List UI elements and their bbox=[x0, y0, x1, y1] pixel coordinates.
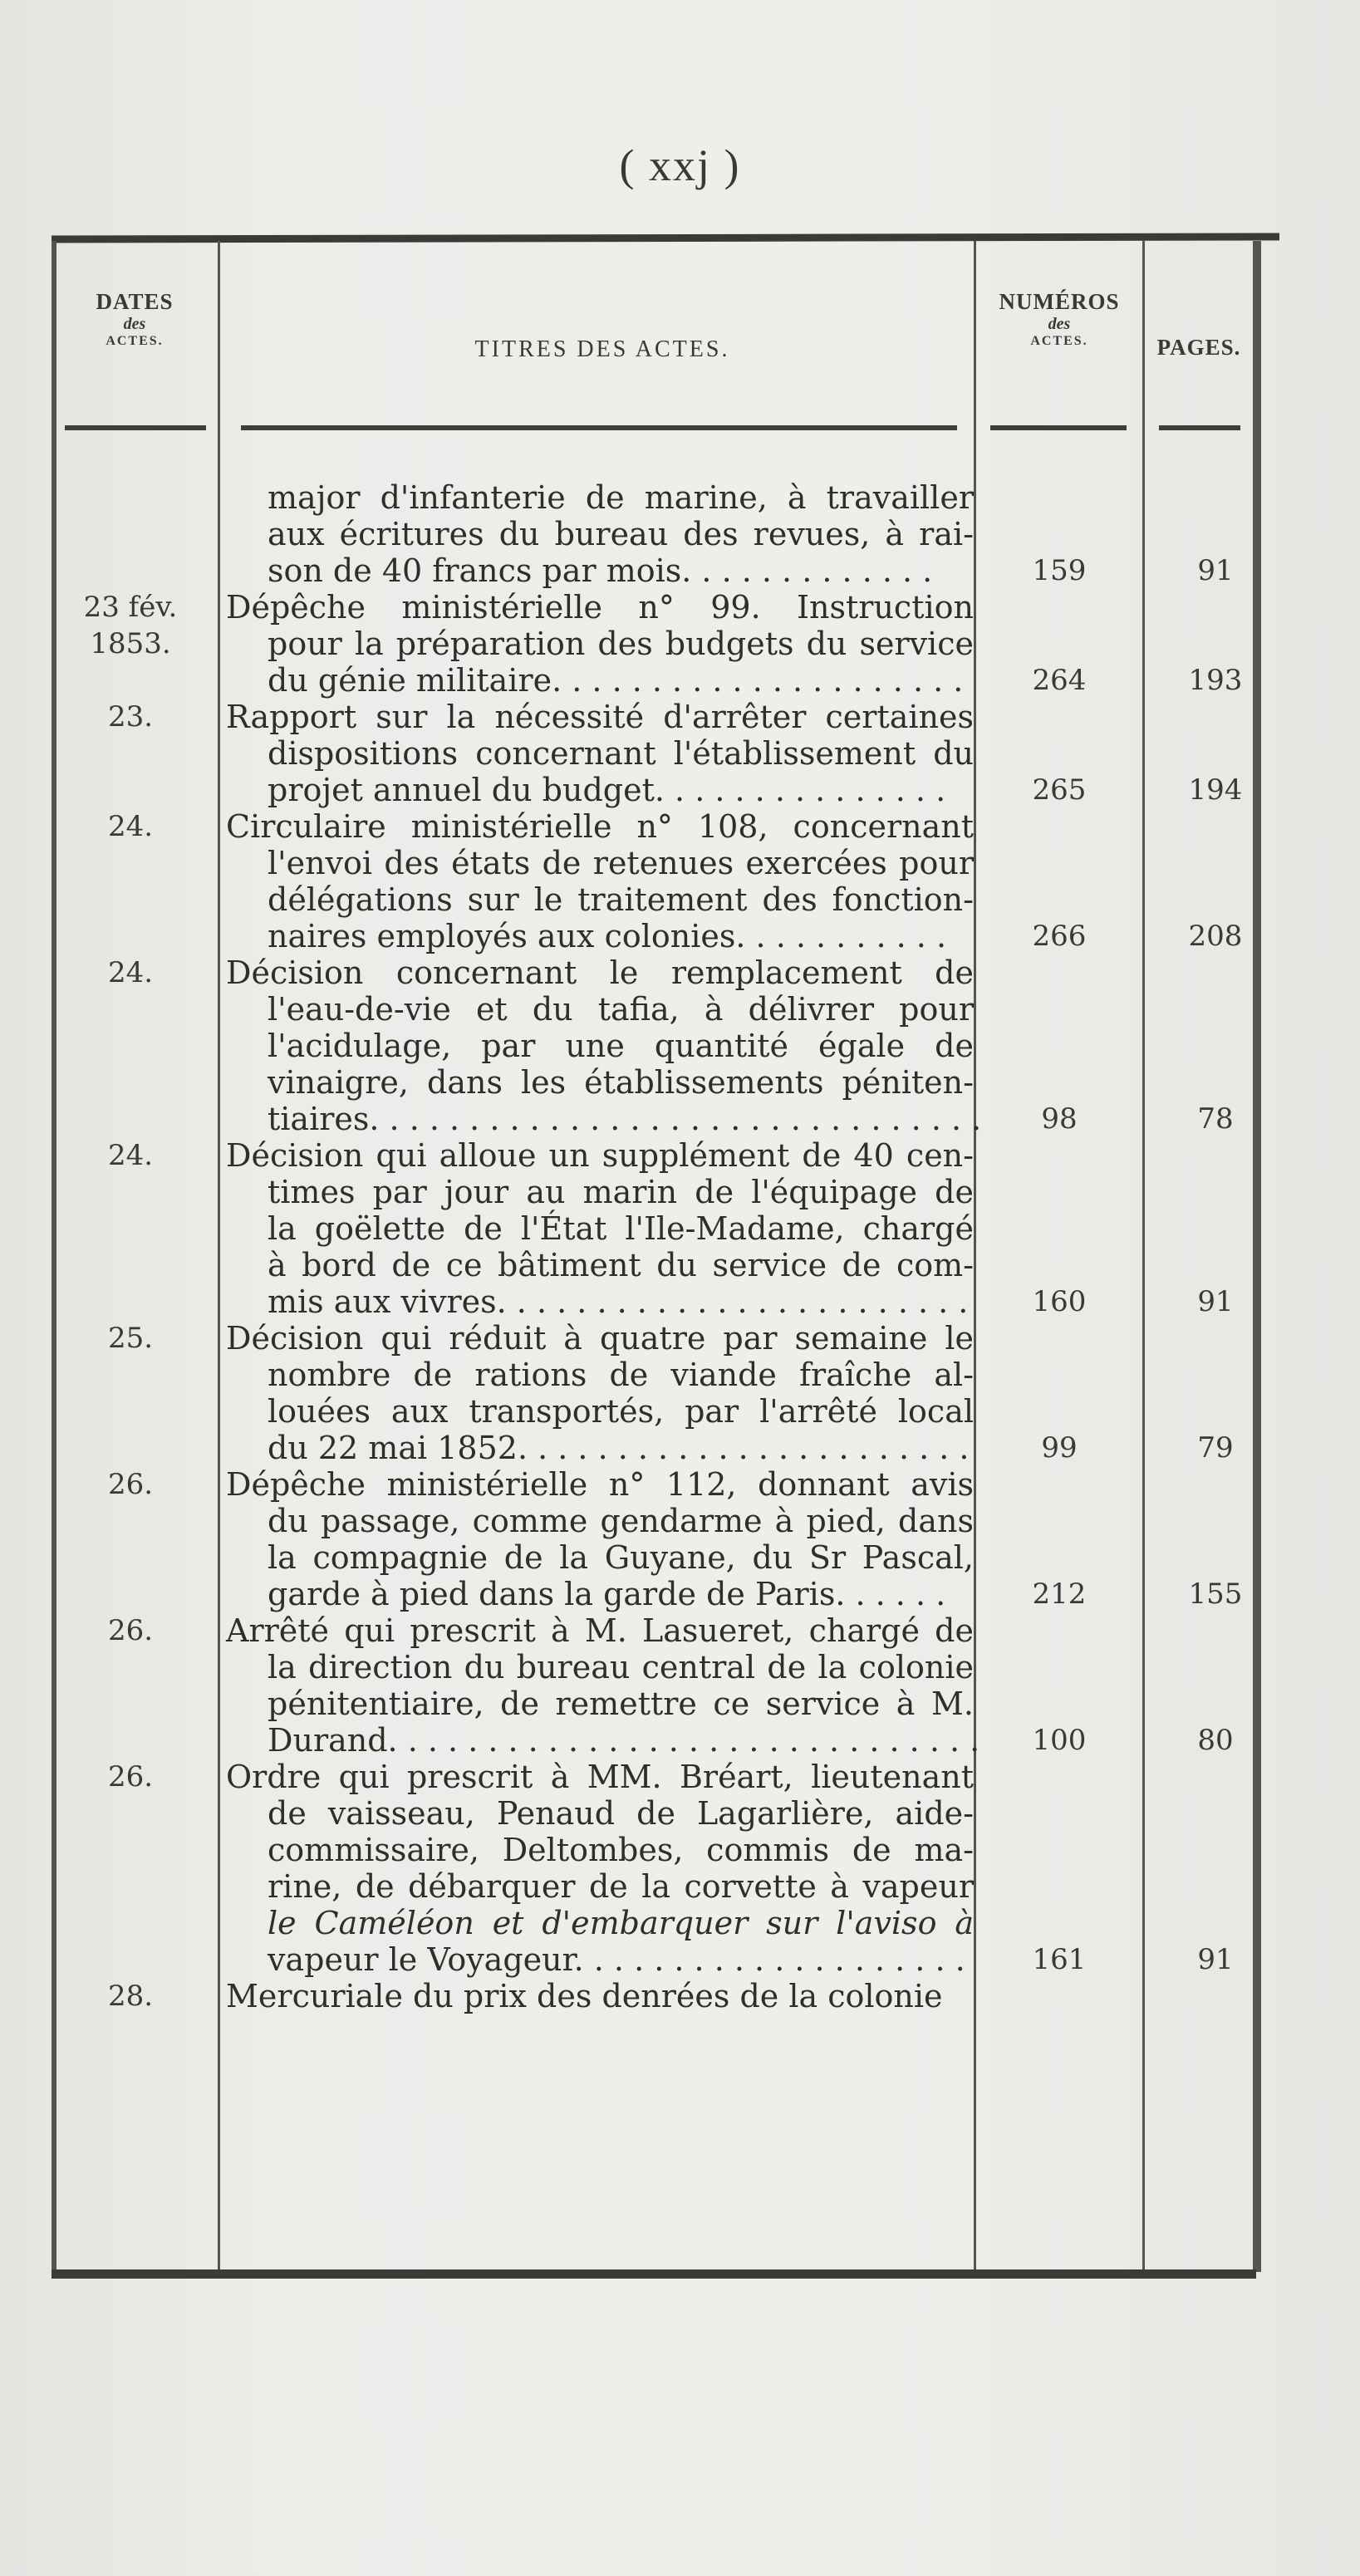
entry-line: Arrêté qui prescrit à M. Lasueret, chargé de bbox=[226, 1612, 974, 1649]
header-titles: TITRES DES ACTES. bbox=[474, 336, 730, 362]
entry-title bbox=[226, 1612, 980, 1759]
entry-line: nombre de rations de viande fraîche al- bbox=[268, 1357, 974, 1393]
entry-line: Ordre qui prescrit à MM. Bréart, lieutenant bbox=[226, 1759, 974, 1795]
entry-date: 24. bbox=[107, 810, 154, 843]
entry-page: 193 bbox=[1188, 664, 1243, 697]
header-dates-actes: ACTES. bbox=[106, 334, 164, 348]
running-head: ( xxj ) bbox=[619, 140, 741, 190]
entry-date: 24. bbox=[107, 1139, 154, 1172]
entry-line: vapeur le Voyageur. . . . . . . . . . . . . . . . . . . . bbox=[268, 1941, 965, 1978]
entry-number: 212 bbox=[1032, 1577, 1087, 1611]
entry-title bbox=[226, 808, 974, 954]
header-pages bbox=[1145, 335, 1253, 361]
entry-line: l'envoi des états de retenues exercées pour bbox=[268, 845, 974, 881]
entry-line: l'acidulage, par une quantité égale de bbox=[268, 1028, 974, 1064]
entry-line: l'eau-de-vie et du tafia, à délivrer pour bbox=[268, 991, 974, 1028]
entry-line: du 22 mai 1852. . . . . . . . . . . . . . . . . . . . . . . bbox=[268, 1430, 970, 1466]
header-dates bbox=[52, 289, 218, 349]
entry-title bbox=[226, 699, 974, 808]
entry-page: 208 bbox=[1188, 920, 1243, 953]
header-dates-label: DATES bbox=[96, 289, 174, 314]
entry-title bbox=[226, 1759, 974, 1978]
entry-line: le Caméléon et d'embarquer sur l'aviso à bbox=[268, 1905, 974, 1941]
entry-line: délégations sur le traitement des fonction- bbox=[268, 881, 974, 918]
entry-line: la compagnie de la Guyane, du Sr Pascal, bbox=[268, 1539, 974, 1576]
entry-line: major d'infanterie de marine, à travailler bbox=[268, 479, 974, 516]
entry-line: tiaires. . . . . . . . . . . . . . . . . . . . . . . . . . . . . . . bbox=[268, 1101, 982, 1137]
entry-number: 265 bbox=[1032, 773, 1087, 807]
entry-line: Rapport sur la nécessité d'arrêter certaines bbox=[226, 699, 974, 735]
header-rule bbox=[1159, 425, 1240, 430]
entry-number: 161 bbox=[1032, 1943, 1087, 1976]
entry-line: Décision qui alloue un supplément de 40 cen- bbox=[226, 1137, 974, 1174]
entry-date: 23. bbox=[107, 700, 154, 734]
entry-line: rine, de débarquer de la corvette à vapeur bbox=[268, 1868, 974, 1905]
entry-page: 79 bbox=[1197, 1431, 1234, 1465]
entry-line: à bord de ce bâtiment du service de com- bbox=[268, 1247, 974, 1283]
entry-date: 26. bbox=[107, 1614, 154, 1647]
entry-date: 24. bbox=[107, 956, 154, 989]
header-dates-des: des bbox=[123, 315, 146, 333]
top-rule bbox=[52, 233, 1279, 243]
entry-line: Décision qui réduit à quatre par semaine le bbox=[226, 1320, 974, 1357]
entry-page: 155 bbox=[1188, 1577, 1243, 1611]
entry-line: garde à pied dans la garde de Paris. . . . . . bbox=[268, 1576, 946, 1612]
entry-line: la direction du bureau central de la colonie bbox=[268, 1649, 974, 1685]
entry-line: pénitentiaire, de remettre ce service à M. bbox=[268, 1685, 974, 1722]
entry-line: de vaisseau, Penaud de Lagarlière, aide- bbox=[268, 1795, 974, 1832]
entry-title bbox=[226, 954, 982, 1137]
entry-line: mis aux vivres. . . . . . . . . . . . . . . . . . . . . . . . bbox=[268, 1283, 969, 1320]
entry-line: commissaire, Deltombes, commis de ma- bbox=[268, 1832, 974, 1868]
entry-line: projet annuel du budget. . . . . . . . . . . . . . . bbox=[268, 772, 946, 808]
entry-line: Dépêche ministérielle n° 112, donnant avis bbox=[226, 1466, 974, 1503]
entry-number: 100 bbox=[1032, 1724, 1087, 1757]
entry-number: 99 bbox=[1041, 1431, 1078, 1465]
column-divider bbox=[218, 241, 220, 2272]
header-rule bbox=[241, 425, 957, 430]
entry-date: 26. bbox=[107, 1468, 154, 1501]
entry-page: 194 bbox=[1188, 773, 1243, 807]
entry-line: du génie militaire. . . . . . . . . . . . . . . . . . . . . bbox=[268, 662, 964, 699]
header-numbers-des: des bbox=[1048, 315, 1071, 333]
header-rule bbox=[65, 425, 206, 430]
column-divider bbox=[52, 241, 56, 2272]
entry-page: 78 bbox=[1197, 1102, 1234, 1136]
entry-line: vinaigre, dans les établissements péniten- bbox=[268, 1064, 974, 1101]
entry-date: 28. bbox=[107, 1980, 154, 2013]
entry-line: son de 40 francs par mois. . . . . . . . . . . . . bbox=[268, 552, 933, 589]
column-divider bbox=[1142, 241, 1145, 2272]
entry-line: la goëlette de l'État l'Ile-Madame, chargé bbox=[268, 1210, 974, 1247]
entry-title bbox=[226, 589, 974, 699]
bottom-rule bbox=[52, 2269, 1256, 2279]
entry-page: 91 bbox=[1197, 1943, 1234, 1976]
header-numbers-actes: ACTES. bbox=[1030, 334, 1088, 348]
entry-date: 23 fév. 1853. bbox=[83, 591, 178, 660]
entry-line: aux écritures du bureau des revues, à rai- bbox=[268, 516, 974, 552]
entry-title bbox=[226, 1137, 974, 1320]
entry-line: louées aux transportés, par l'arrêté local bbox=[268, 1393, 974, 1430]
header-pages-label: PAGES. bbox=[1156, 335, 1241, 360]
entry-line: Décision concernant le remplacement de bbox=[226, 954, 974, 991]
entry-line: Durand. . . . . . . . . . . . . . . . . . . . . . . . . . . . . . bbox=[268, 1722, 980, 1759]
entry-number: 159 bbox=[1032, 554, 1087, 587]
entry-date: 26. bbox=[107, 1760, 154, 1793]
entry-title bbox=[226, 1466, 974, 1612]
entry-line: dispositions concernant l'établissement du bbox=[268, 735, 974, 772]
entry-number: 98 bbox=[1041, 1102, 1078, 1136]
entry-line: Dépêche ministérielle n° 99. Instruction bbox=[226, 589, 974, 626]
entry-line: times par jour au marin de l'équipage de bbox=[268, 1174, 974, 1210]
header-rule bbox=[990, 425, 1127, 430]
entry-title bbox=[226, 479, 974, 589]
entry-line: naires employés aux colonies. . . . . . . . . . . bbox=[268, 918, 947, 954]
entry-page: 91 bbox=[1197, 1285, 1234, 1318]
entry-page: 91 bbox=[1197, 554, 1234, 587]
entry-page: 80 bbox=[1197, 1724, 1234, 1757]
entry-line: pour la préparation des budgets du service bbox=[268, 626, 974, 662]
entry-line: du passage, comme gendarme à pied, dans bbox=[268, 1503, 974, 1539]
header-numbers-label: NUMÉROS bbox=[999, 289, 1120, 314]
header-numbers bbox=[976, 289, 1142, 349]
entry-title bbox=[226, 1320, 974, 1466]
entry-title bbox=[226, 1978, 974, 2014]
entry-line: Mercuriale du prix des denrées de la colonie bbox=[226, 1978, 943, 2014]
entry-number: 160 bbox=[1032, 1285, 1087, 1318]
entry-line: Circulaire ministérielle n° 108, concernant bbox=[226, 808, 974, 845]
entry-date: 25. bbox=[107, 1322, 154, 1355]
entry-number: 264 bbox=[1032, 664, 1087, 697]
entry-number: 266 bbox=[1032, 920, 1087, 953]
